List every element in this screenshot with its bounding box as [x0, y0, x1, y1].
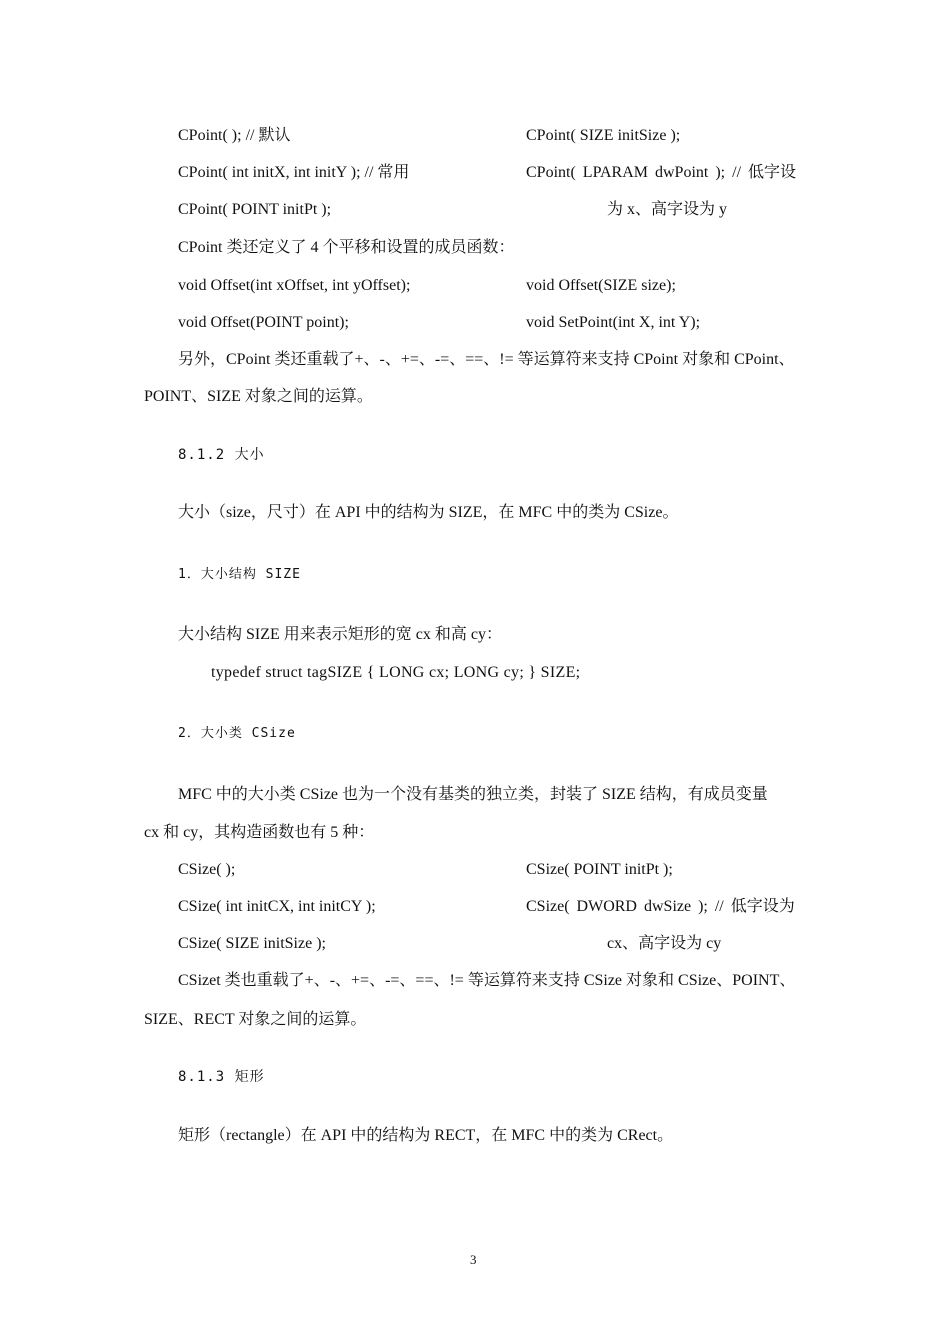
csize-ctor-size: CSize( SIZE initSize ); — [178, 935, 326, 952]
paragraph-csize-class-cont: cx 和 cy，其构造函数也有 5 种： — [144, 824, 375, 841]
offset-size: void Offset(SIZE size); — [526, 277, 676, 294]
page-number: 3 — [470, 1252, 477, 1267]
paragraph-rect-intro: 矩形（rectangle）在 API 中的结构为 RECT，在 MFC 中的类为 CRect。 — [178, 1127, 674, 1144]
section-heading-8-1-2: 8.1.2 大小 — [178, 447, 265, 463]
paragraph-csize-class: MFC 中的大小类 CSize 也为一个没有基类的独立类，封装了 SIZE 结构，有成员变量 — [178, 786, 768, 803]
cpoint-ctor-xy: CPoint( int initX, int initY ); // 常用 — [178, 164, 410, 181]
section-heading-8-1-3: 8.1.3 矩形 — [178, 1069, 265, 1085]
paragraph-cpoint-operators-cont: POINT、SIZE 对象之间的运算。 — [144, 388, 373, 405]
csize-ctor-default: CSize( ); — [178, 861, 236, 878]
paragraph-size-struct: 大小结构 SIZE 用来表示矩形的宽 cx 和高 cy： — [178, 626, 502, 643]
csize-ctor-dword: CSize( DWORD dwSize ); // 低字设为 — [526, 898, 795, 915]
cpoint-ctor-size: CPoint( SIZE initSize ); — [526, 127, 681, 144]
offset-xy: void Offset(int xOffset, int yOffset); — [178, 277, 411, 294]
cpoint-ctor-lparam: CPoint( LPARAM dwPoint ); // 低字设 — [526, 164, 797, 181]
paragraph-csize-operators: CSizet 类也重载了+、-、+=、-=、==、!= 等运算符来支持 CSize 对象和 CSize、POINT、 — [178, 972, 796, 989]
code-size-typedef: typedef struct tagSIZE { LONG cx; LONG cy; } SIZE; — [211, 664, 581, 681]
offset-point: void Offset(POINT point); — [178, 314, 349, 331]
paragraph-csize-operators-cont: SIZE、RECT 对象之间的运算。 — [144, 1011, 367, 1028]
subheading-size-struct: 1．大小结构 SIZE — [178, 567, 301, 582]
paragraph-size-intro: 大小（size，尺寸）在 API 中的结构为 SIZE，在 MFC 中的类为 CSize。 — [178, 504, 679, 521]
cpoint-ctor-lparam-cont: 为 x、高字设为 y — [607, 201, 728, 218]
paragraph-cpoint-operators: 另外，CPoint 类还重载了+、-、+=、-=、==、!= 等运算符来支持 CPoint 对象和 CPoint、 — [178, 351, 795, 368]
cpoint-ctor-default: CPoint( ); // 默认 — [178, 127, 291, 144]
paragraph-cpoint-members: CPoint 类还定义了 4 个平移和设置的成员函数： — [178, 239, 515, 256]
subheading-csize-class: 2．大小类 CSize — [178, 726, 296, 741]
csize-ctor-cxcy: CSize( int initCX, int initCY ); — [178, 898, 376, 915]
cpoint-ctor-point: CPoint( POINT initPt ); — [178, 201, 332, 218]
csize-ctor-dword-cont: cx、高字设为 cy — [607, 935, 722, 952]
csize-ctor-point: CSize( POINT initPt ); — [526, 861, 673, 878]
setpoint: void SetPoint(int X, int Y); — [526, 314, 701, 331]
